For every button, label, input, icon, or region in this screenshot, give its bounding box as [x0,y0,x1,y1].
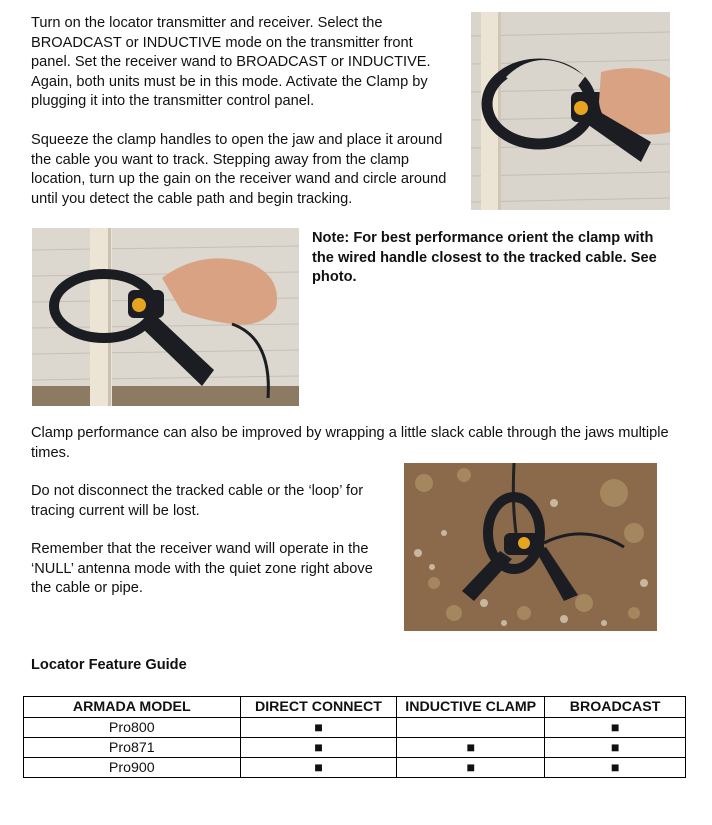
direct-connect-mark: ■ [240,738,397,758]
note-text: Note: For best performance orient the clamp with the wired handle closest to the tracked cable. See photo. [312,230,657,286]
instruction-paragraph-2: Squeeze the clamp handles to open the jaw and place it around the cable you want to track. Stepping away from the clamp location, turn up the gain on the receiver wand and circle around until you detect the cable path and begin tracking. [31,132,447,207]
broadcast-mark: ■ [545,738,686,758]
table-row [24,758,686,778]
direct-connect-mark: ■ [240,718,397,738]
direct-connect-mark: ■ [240,758,397,778]
photo-clamp-hand-open [471,12,670,210]
photo-clamp-orientation [32,228,299,406]
model-cell: Pro900 [24,758,241,778]
instruction-paragraph-1: Turn on the locator transmitter and receiver. Select the BROADCAST or INDUCTIVE mode on the transmitter front panel. Set the receiver wand to BROADCAST or INDUCTIVE. Again, both units must be in this mode. Activate the Clamp by plugging it into the transmitter control panel. [31,15,431,110]
feature-guide-table [23,696,686,778]
table-row [24,738,686,758]
inductive-clamp-mark: ■ [397,738,545,758]
column-header-model: ARMADA MODEL [24,697,241,718]
table-header-row [24,697,686,718]
column-header-broadcast: BROADCAST [545,697,686,718]
model-cell: Pro871 [24,738,241,758]
inductive-clamp-mark [397,718,545,738]
instruction-paragraph-4: Do not disconnect the tracked cable or the ‘loop’ for tracing current will be lost. [31,483,364,519]
instruction-paragraph-3: Clamp performance can also be improved by wrapping a little slack cable through the jaws multiple times. [31,425,669,461]
inductive-clamp-mark: ■ [397,758,545,778]
broadcast-mark: ■ [545,718,686,738]
model-cell: Pro800 [24,718,241,738]
broadcast-mark: ■ [545,758,686,778]
feature-guide-title: Locator Feature Guide [31,657,187,673]
instruction-paragraph-5: Remember that the receiver wand will operate in the ‘NULL’ antenna mode with the quiet zone right above the cable or pipe. [31,541,373,597]
column-header-inductive-clamp: INDUCTIVE CLAMP [397,697,545,718]
column-header-direct-connect: DIRECT CONNECT [240,697,397,718]
photo-clamp-on-ground [404,463,657,631]
table-row [24,718,686,738]
